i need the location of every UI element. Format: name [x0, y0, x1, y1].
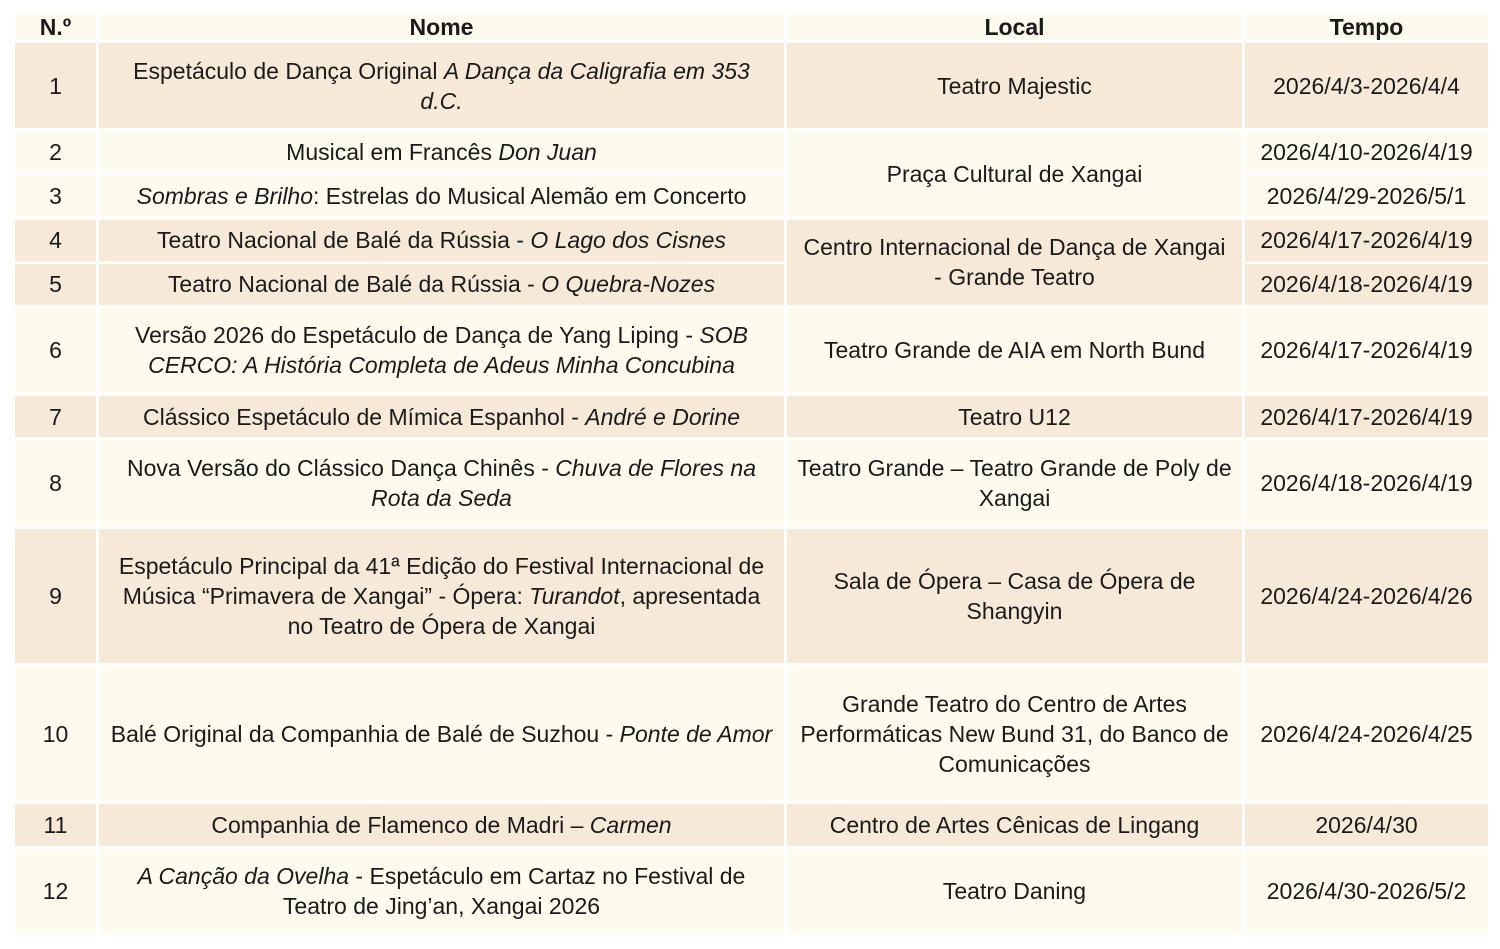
- event-number: 2: [14, 130, 98, 174]
- event-name: [98, 130, 786, 174]
- title-text: Versão 2026 do Espetáculo de Dança de Yang Liping -: [135, 322, 700, 349]
- event-number: 9: [14, 527, 98, 664]
- event-venue: Teatro U12: [786, 395, 1244, 439]
- event-venue: Teatro Grande – Teatro Grande de Poly de Xangai: [786, 439, 1244, 527]
- event-number: 3: [14, 174, 98, 218]
- event-time: 2026/4/17-2026/4/19: [1244, 306, 1490, 394]
- event-time: 2026/4/17-2026/4/19: [1244, 218, 1490, 262]
- event-name: [98, 439, 786, 527]
- title-italic-text: SOB CERCO: A História Completa de Adeus Minha Concubina: [148, 322, 748, 379]
- title-italic-text: Carmen: [589, 812, 672, 839]
- header-time: Tempo: [1244, 14, 1490, 42]
- event-name: [98, 262, 786, 306]
- event-venue: Centro de Artes Cênicas de Lingang: [786, 803, 1244, 847]
- title-italic-text: A Canção da Ovelha: [137, 863, 350, 890]
- table-row: [14, 803, 1490, 847]
- header-row: [14, 14, 1490, 42]
- event-venue: Teatro Daning: [786, 847, 1244, 935]
- event-time: 2026/4/24-2026/4/25: [1244, 665, 1490, 803]
- title-text: Espetáculo de Dança Original: [133, 57, 444, 84]
- event-venue: Grande Teatro do Centro de Artes Performáticas New Bund 31, do Banco de Comunicações: [786, 665, 1244, 803]
- event-name: [98, 306, 786, 394]
- title-text: Espetáculo Principal da 41ª Edição do Festival Internacional de Música “Primavera de Xangai” - Ópera:: [118, 552, 765, 609]
- table-row: [14, 665, 1490, 803]
- title-italic-text: Chuva de Flores na Rota da Seda: [371, 454, 756, 511]
- title-text: Balé Original da Companhia de Balé de Suzhou -: [110, 720, 620, 747]
- event-name: [98, 218, 786, 262]
- table-row: [14, 847, 1490, 935]
- event-number: 6: [14, 306, 98, 394]
- event-time: 2026/4/3-2026/4/4: [1244, 42, 1490, 130]
- title-italic-text: Don Juan: [498, 138, 597, 165]
- event-name: [98, 42, 786, 130]
- event-time: 2026/4/30: [1244, 803, 1490, 847]
- event-number: 11: [14, 803, 98, 847]
- event-venue: Centro Internacional de Dança de Xangai - Grande Teatro: [786, 218, 1244, 306]
- title-text: Nova Versão do Clássico Dança Chinês -: [127, 454, 556, 481]
- header-number: N.º: [14, 14, 98, 42]
- title-text: - Espetáculo em Cartaz no Festival de Teatro de Jing’an, Xangai 2026: [282, 863, 746, 920]
- title-italic-text: O Lago dos Cisnes: [530, 227, 726, 254]
- event-venue: Teatro Majestic: [786, 42, 1244, 130]
- table-row: [14, 42, 1490, 130]
- title-text: Teatro Nacional de Balé da Rússia -: [157, 227, 531, 254]
- title-text: Clássico Espetáculo de Mímica Espanhol -: [142, 403, 586, 430]
- event-time: 2026/4/18-2026/4/19: [1244, 262, 1490, 306]
- table-row: [14, 218, 1490, 262]
- title-text: , apresentada no Teatro de Ópera de Xangai: [287, 582, 761, 639]
- event-time: 2026/4/10-2026/4/19: [1244, 130, 1490, 174]
- table-row: [14, 130, 1490, 174]
- table-row: [14, 395, 1490, 439]
- event-name: [98, 847, 786, 935]
- title-text: Musical em Francês: [286, 138, 499, 165]
- event-time: 2026/4/18-2026/4/19: [1244, 439, 1490, 527]
- event-venue: Praça Cultural de Xangai: [786, 130, 1244, 218]
- table-row: [14, 262, 1490, 306]
- event-time: 2026/4/24-2026/4/26: [1244, 527, 1490, 664]
- event-number: 12: [14, 847, 98, 935]
- event-time: 2026/4/29-2026/5/1: [1244, 174, 1490, 218]
- header-name: Nome: [98, 14, 786, 42]
- event-venue: Teatro Grande de AIA em North Bund: [786, 306, 1244, 394]
- table-row: [14, 527, 1490, 664]
- title-text: Teatro Nacional de Balé da Rússia -: [167, 271, 542, 298]
- table-row: [14, 306, 1490, 394]
- event-name: [98, 174, 786, 218]
- title-italic-text: André e Dorine: [585, 403, 740, 430]
- event-venue: Sala de Ópera – Casa de Ópera de Shangyin: [786, 527, 1244, 664]
- event-time: 2026/4/30-2026/5/2: [1244, 847, 1490, 935]
- table-row: [14, 174, 1490, 218]
- event-name: [98, 527, 786, 664]
- title-text: : Estrelas do Musical Alemão em Concerto: [313, 182, 747, 209]
- event-name: [98, 803, 786, 847]
- event-name: [98, 395, 786, 439]
- events-table: [12, 12, 1491, 937]
- table-row: [14, 439, 1490, 527]
- header-venue: Local: [786, 14, 1244, 42]
- title-italic-text: Sombras e Brilho: [136, 182, 314, 209]
- title-italic-text: Ponte de Amor: [619, 720, 773, 747]
- event-number: 10: [14, 665, 98, 803]
- event-number: 1: [14, 42, 98, 130]
- event-time: 2026/4/17-2026/4/19: [1244, 395, 1490, 439]
- title-italic-text: Turandot: [529, 582, 620, 609]
- title-italic-text: O Quebra-Nozes: [541, 271, 716, 298]
- event-name: [98, 665, 786, 803]
- event-number: 4: [14, 218, 98, 262]
- event-number: 5: [14, 262, 98, 306]
- event-number: 7: [14, 395, 98, 439]
- title-text: Companhia de Flamenco de Madri –: [211, 812, 590, 839]
- event-number: 8: [14, 439, 98, 527]
- title-italic-text: A Dança da Caligrafia em 353 d.C.: [420, 57, 750, 114]
